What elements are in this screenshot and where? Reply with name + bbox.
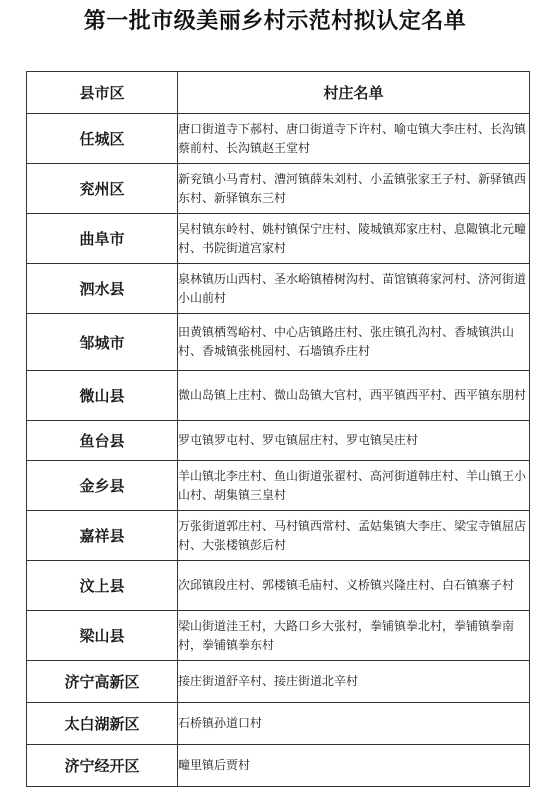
villages-cell: 羊山镇北李庄村、鱼山街道张翟村、高河街道韩庄村、羊山镇王小山村、胡集镇三皇村: [178, 461, 530, 511]
county-cell: 济宁高新区: [27, 661, 178, 703]
county-cell: 任城区: [27, 114, 178, 164]
county-cell: 兖州区: [27, 164, 178, 214]
villages-cell: 梁山街道洼王村，大路口乡大张村，拳铺镇拳北村，拳铺镇拳南村，拳铺镇拳东村: [178, 611, 530, 661]
villages-cell: 次邱镇段庄村、郭楼镇毛庙村、义桥镇兴隆庄村、白石镇寨子村: [178, 561, 530, 611]
villages-cell: 唐口街道寺下郝村、唐口街道寺下许村、喻屯镇大李庄村、长沟镇蔡前村、长沟镇赵王堂村: [178, 114, 530, 164]
county-cell: 鱼台县: [27, 421, 178, 461]
column-header-villages: 村庄名单: [178, 72, 530, 114]
table-row: [27, 421, 530, 461]
table-row: [27, 314, 530, 371]
villages-cell: 罗屯镇罗屯村、罗屯镇屈庄村、罗屯镇吴庄村: [178, 421, 530, 461]
county-cell: 太白湖新区: [27, 703, 178, 745]
county-cell: 汶上县: [27, 561, 178, 611]
county-cell: 济宁经开区: [27, 745, 178, 787]
county-cell: 曲阜市: [27, 214, 178, 264]
villages-cell: 微山岛镇上庄村、微山岛镇大官村，西平镇西平村、西平镇东朋村: [178, 371, 530, 421]
table-row: [27, 164, 530, 214]
table-row: [27, 461, 530, 511]
county-cell: 金乡县: [27, 461, 178, 511]
table-row: [27, 511, 530, 561]
table-header-row: [27, 72, 530, 114]
county-cell: 嘉祥县: [27, 511, 178, 561]
county-cell: 梁山县: [27, 611, 178, 661]
villages-cell: 疃里镇后贾村: [178, 745, 530, 787]
county-cell: 泗水县: [27, 264, 178, 314]
table-row: [27, 561, 530, 611]
villages-cell: 石桥镇孙道口村: [178, 703, 530, 745]
table-row: [27, 214, 530, 264]
villages-cell: 吴村镇东岭村、姚村镇保宁庄村、陵城镇郑家庄村、息陬镇北元疃村、书院街道宫家村: [178, 214, 530, 264]
villages-cell: 接庄街道舒辛村、接庄街道北辛村: [178, 661, 530, 703]
table-row: [27, 745, 530, 787]
villages-cell: 新兖镇小马青村、漕河镇薛朱刘村、小孟镇张家王子村、新驿镇西东村、新驿镇东三村: [178, 164, 530, 214]
document-title: 第一批市级美丽乡村示范村拟认定名单: [83, 9, 467, 34]
table-row: [27, 114, 530, 164]
county-cell: 微山县: [27, 371, 178, 421]
column-header-county: 县市区: [27, 72, 178, 114]
county-cell: 邹城市: [27, 314, 178, 371]
village-list-table: [26, 71, 530, 787]
table-row: [27, 703, 530, 745]
table-row: [27, 371, 530, 421]
villages-cell: 泉林镇历山西村、圣水峪镇椿树沟村、苗馆镇蒋家河村、济河街道小山前村: [178, 264, 530, 314]
table-row: [27, 264, 530, 314]
villages-cell: 万张街道郭庄村、马村镇西常村、孟姑集镇大李庄、梁宝寺镇屈店村、大张楼镇彭后村: [178, 511, 530, 561]
table-row: [27, 611, 530, 661]
table-row: [27, 661, 530, 703]
villages-cell: 田黄镇栖驾峪村、中心店镇路庄村、张庄镇孔沟村、香城镇洪山村、香城镇张桃园村、石墙镇乔庄村: [178, 314, 530, 371]
